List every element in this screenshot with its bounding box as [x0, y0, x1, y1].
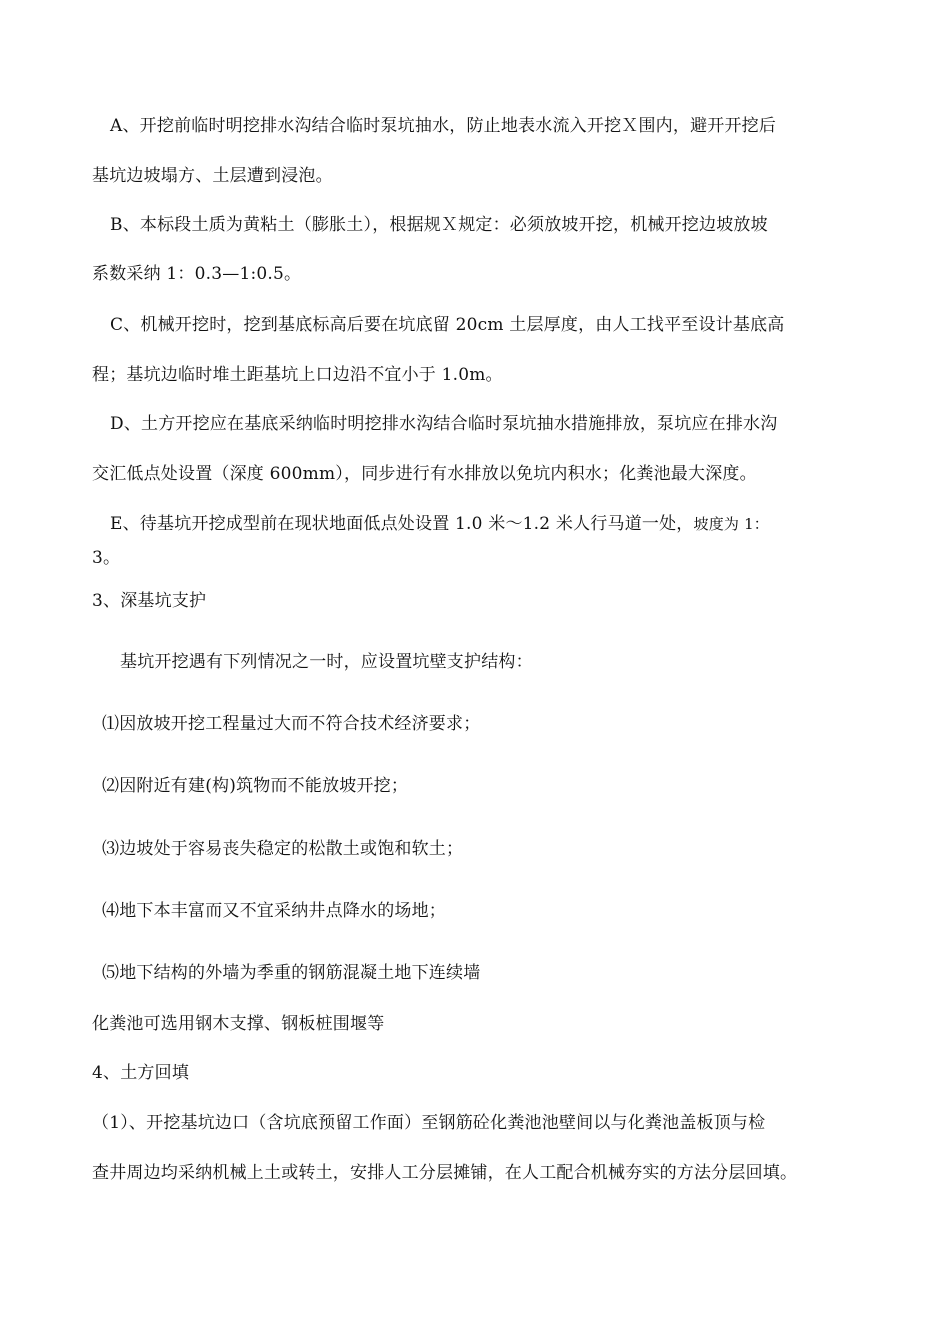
para-a-line-2: 基坑边坡塌方、土层遭到浸泡。	[92, 166, 333, 186]
para-e-line-1-tail: 坡度为 1：	[693, 515, 770, 533]
para-a-line-1: A、开挖前临时明挖排水沟结合临时泵坑抽水，防止地表水流入开挖Ｘ围内，避开开挖后	[110, 116, 777, 136]
section-4-para-1-line-1: （1）、开挖基坑边口（含坑底预留工作面）至钢筋砼化粪池池壁间以与化粪池盖板顶与检	[92, 1113, 766, 1133]
section-3-heading: 3、深基坑支护	[92, 591, 207, 611]
section-3-intro: 基坑开挖遇有下列情况之一时，应设置坑壁支护结构：	[120, 652, 533, 672]
section-3-item-4: ⑷地下本丰富而又不宜采纳井点降水的场地；	[102, 901, 446, 921]
section-3-item-3: ⑶边坡处于容易丧失稳定的松散土或饱和软土；	[102, 839, 464, 859]
para-b-line-2: 系数采纳 1：0.3—1:0.5。	[92, 264, 302, 284]
para-c-line-2: 程；基坑边临时堆土距基坑上口边沿不宜小于 1.0m。	[92, 365, 503, 385]
para-d-line-1: D、土方开挖应在基底采纳临时明挖排水沟结合临时泵坑抽水措施排放，泵坑应在排水沟	[110, 414, 778, 434]
para-c-line-1: C、机械开挖时，挖到基底标高后要在坑底留 20cm 土层厚度，由人工找平至设计基底高	[110, 315, 785, 335]
para-d-line-2: 交汇低点处设置（深度 600mm），同步进行有水排放以免坑内积水；化粪池最大深度。	[92, 464, 757, 484]
section-4-heading: 4、土方回填	[92, 1063, 190, 1083]
section-3-item-2: ⑵因附近有建(构)筑物而不能放坡开挖；	[102, 776, 409, 796]
para-e-line-1	[110, 513, 769, 535]
para-b-line-1: B、本标段土质为黄粘土（膨胀土），根据规Ｘ规定：必须放坡开挖，机械开挖边坡放坡	[110, 215, 768, 235]
section-4-para-1-line-2: 查井周边均采纳机械上土或转土，安排人工分层摊铺，在人工配合机械夯实的方法分层回填。	[92, 1163, 798, 1183]
section-3-item-5: ⑸地下结构的外墙为季重的钢筋混凝土地下连续墙	[102, 963, 481, 983]
section-3-item-1: ⑴因放坡开挖工程量过大而不符合技术经济要求；	[102, 714, 481, 734]
para-e-line-1-main: E、待基坑开挖成型前在现状地面低点处设置 1.0 米～1.2 米人行马道一处，	[110, 514, 694, 534]
para-e-line-2: 3。	[92, 548, 121, 568]
section-3-note: 化粪池可选用钢木支撑、钢板桩围堰等	[92, 1014, 385, 1034]
